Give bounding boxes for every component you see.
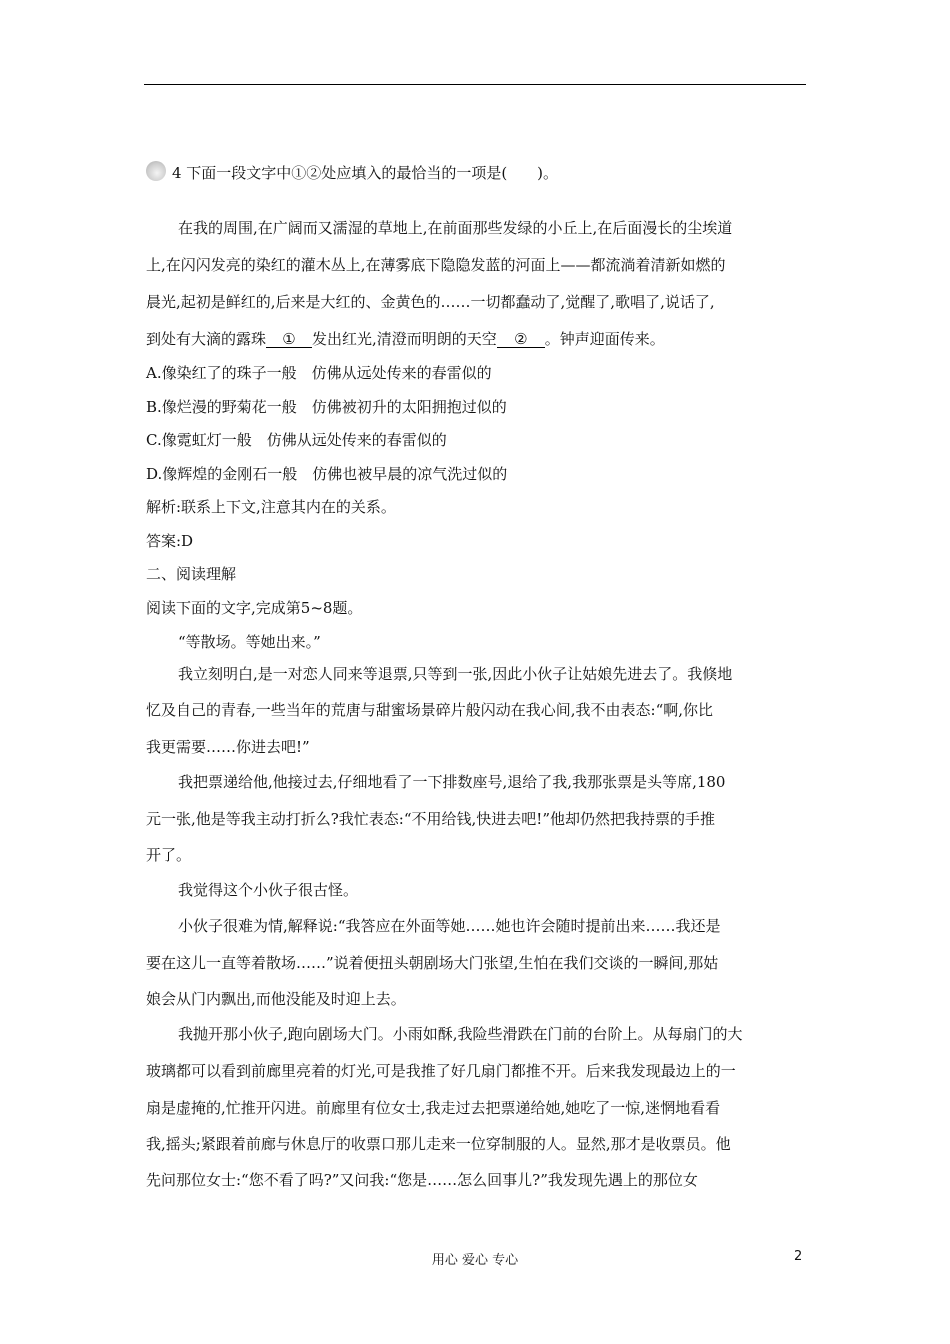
passage-line: 晨光,起初是鲜红的,后来是大红的、金黄色的……一切都蠢动了,觉醒了,歌唱了,说话了, <box>146 293 715 311</box>
story-line: 要在这儿一直等着散场……”说着便扭头朝剧场大门张望,生怕在我们交谈的一瞬间,那姑 <box>146 954 719 972</box>
story-line: 我更需要……你进去吧!” <box>146 738 310 756</box>
header-rule <box>144 84 806 85</box>
option-c: C.像霓虹灯一般 仿佛从远处传来的春雷似的 <box>146 431 447 449</box>
story-paragraph: “等散场。等她出来。” <box>178 633 321 651</box>
story-line: 我抛开那小伙子,跑向剧场大门。小雨如酥,我险些滑跌在门前的台阶上。从每扇门的大 <box>178 1025 743 1043</box>
story-line: 扇是虚掩的,忙推开闪进。前廊里有位女士,我走过去把票递给她,她吃了一惊,迷惘地看看 <box>146 1099 721 1117</box>
analysis: 解析:联系上下文,注意其内在的关系。 <box>146 498 396 516</box>
passage-line: 上,在闪闪发亮的染红的灌木丛上,在薄雾底下隐隐发蓝的河面上——都流淌着清新如燃的 <box>146 256 726 274</box>
option-b: B.像烂漫的野菊花一般 仿佛被初升的太阳拥抱过似的 <box>146 398 507 416</box>
story-line: 我把票递给他,他接过去,仔细地看了一下排数座号,退给了我,我那张票是头等席,180 <box>178 773 726 791</box>
bullet-circle-icon <box>146 161 166 181</box>
section-heading: 二、阅读理解 <box>146 565 237 583</box>
story-line: 玻璃都可以看到前廊里亮着的灯光,可是我推了好几扇门都推不开。后来我发现最边上的一 <box>146 1062 736 1080</box>
story-line: 娘会从门内飘出,而他没能及时迎上去。 <box>146 990 406 1008</box>
passage-line: 在我的周围,在广阔而又濡湿的草地上,在前面那些发绿的小丘上,在后面漫长的尘埃道 <box>178 219 733 237</box>
blank-1: ① <box>266 331 312 348</box>
passage-line-blanks: 到处有大滴的露珠 ① 发出红光,清澄而明朗的天空 ② 。钟声迎面传来。 <box>146 330 665 348</box>
section-instruction: 阅读下面的文字,完成第5~8题。 <box>146 599 363 617</box>
story-line: 开了。 <box>146 846 192 864</box>
option-d: D.像辉煌的金刚石一般 仿佛也被早晨的凉气洗过似的 <box>146 465 508 483</box>
story-line: 忆及自己的青春,一些当年的荒唐与甜蜜场景碎片般闪动在我心间,我不由表态:“啊,你比 <box>146 701 714 719</box>
blank-2: ② <box>497 331 545 348</box>
answer: 答案:D <box>146 532 194 550</box>
option-a: A.像染红了的珠子一般 仿佛从远处传来的春雷似的 <box>146 364 492 382</box>
page-number: 2 <box>794 1249 803 1264</box>
story-line: 我立刻明白,是一对恋人同来等退票,只等到一张,因此小伙子让姑娘先进去了。我倏地 <box>178 665 733 683</box>
story-line: 元一张,他是等我主动打折么?我忙表态:“不用给钱,快进去吧!”他却仍然把我持票的手推 <box>146 810 716 828</box>
question-stem: 4 下面一段文字中①②处应填入的最恰当的一项是( )。 <box>146 162 558 183</box>
story-line: 我,摇头;紧跟着前廊与休息厅的收票口那儿走来一位穿制服的人。显然,那才是收票员。他 <box>146 1135 731 1153</box>
story-line: 小伙子很难为情,解释说:“我答应在外面等她……她也许会随时提前出来……我还是 <box>178 917 721 935</box>
story-line: 先问那位女士:“您不看了吗?”又问我:“您是……怎么回事儿?”我发现先遇上的那位女 <box>146 1171 698 1189</box>
story-paragraph: 我觉得这个小伙子很古怪。 <box>178 881 359 899</box>
footer-text: 用心 爱心 专心 <box>431 1253 519 1268</box>
